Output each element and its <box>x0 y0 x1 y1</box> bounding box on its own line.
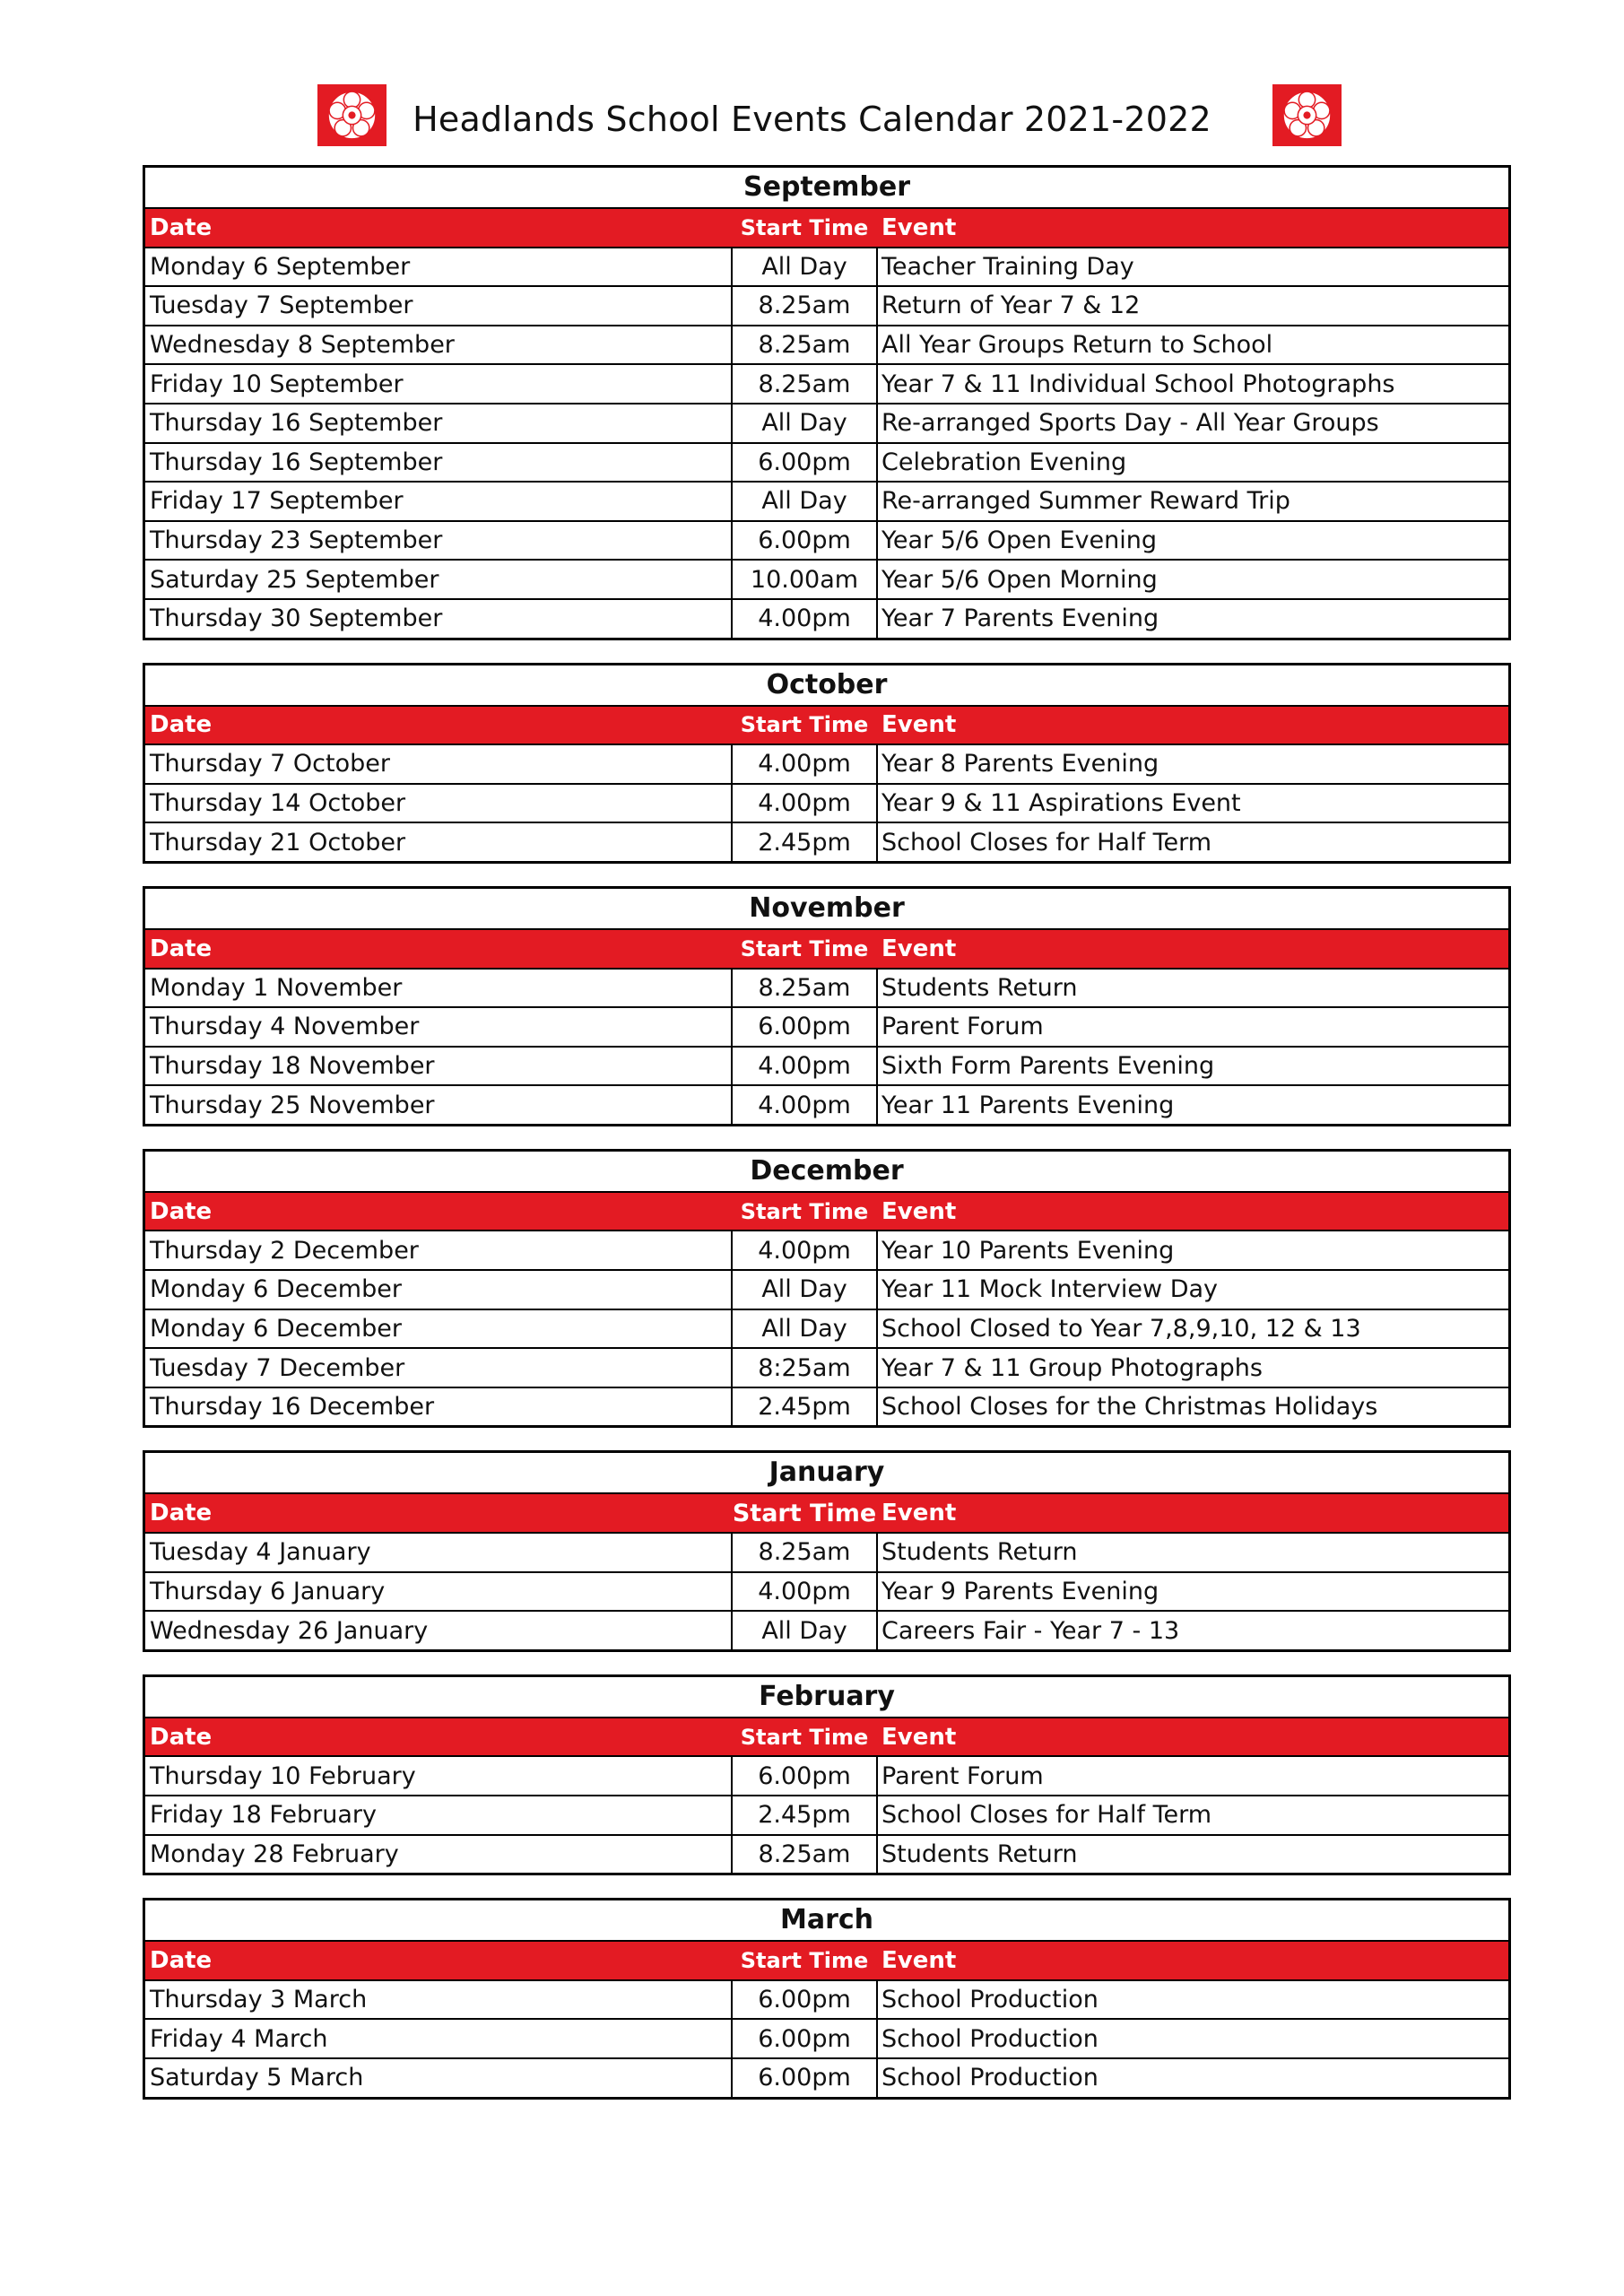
event-date: Monday 6 December <box>145 1310 733 1348</box>
date-column-header: Date <box>145 930 733 968</box>
event-date: Friday 10 September <box>145 365 733 403</box>
event-name: School Closed to Year 7,8,9,10, 12 & 13 <box>881 1314 1361 1343</box>
start-time-column-header: Start Time <box>733 1942 878 1979</box>
event-start-time: 2.45pm <box>733 823 878 861</box>
table-row <box>145 1086 1508 1124</box>
event-date: Tuesday 7 December <box>145 1349 733 1387</box>
start-time-column-header: Start Time <box>733 209 878 247</box>
event-name: Parent Forum <box>881 1013 1044 1041</box>
event-name: Year 7 & 11 Individual School Photographs <box>881 370 1395 398</box>
table-header-row <box>145 1494 1508 1534</box>
month-title: September <box>145 168 1508 209</box>
event-date: Friday 18 February <box>145 1796 733 1834</box>
event-date: Thursday 16 December <box>145 1388 733 1426</box>
event-name: All Year Groups Return to School <box>881 331 1273 360</box>
table-row <box>145 1388 1508 1426</box>
table-row <box>145 1981 1508 2021</box>
event-column-header: Event <box>881 1500 957 1527</box>
event-start-time: All Day <box>733 1612 878 1649</box>
event-date: Wednesday 26 January <box>145 1612 733 1649</box>
event-date: Thursday 16 September <box>145 404 733 442</box>
event-name: Celebration Evening <box>881 448 1127 476</box>
event-start-time: 4.00pm <box>733 1086 878 1124</box>
event-start-time: All Day <box>733 483 878 520</box>
event-name: Year 9 & 11 Aspirations Event <box>881 789 1241 818</box>
month-table-january <box>143 1450 1511 1651</box>
table-row <box>145 1573 1508 1613</box>
event-date: Monday 6 September <box>145 248 733 286</box>
event-column-header: Event <box>881 1723 957 1751</box>
month-table-november <box>143 886 1511 1126</box>
event-date: Tuesday 7 September <box>145 287 733 325</box>
event-start-time: 6.00pm <box>733 1008 878 1046</box>
event-name: Re-arranged Sports Day - All Year Groups <box>881 409 1379 438</box>
event-name: Year 11 Mock Interview Day <box>881 1275 1219 1304</box>
event-date: Friday 4 March <box>145 2020 733 2057</box>
table-row <box>145 287 1508 326</box>
event-name: Re-arranged Summer Reward Trip <box>881 487 1290 516</box>
start-time-column-header: Start Time <box>733 1718 878 1756</box>
event-start-time: 6.00pm <box>733 1757 878 1795</box>
table-row <box>145 444 1508 483</box>
event-start-time: 8:25am <box>733 1349 878 1387</box>
event-start-time: 4.00pm <box>733 1048 878 1085</box>
date-column-header: Date <box>145 209 733 247</box>
event-name: Students Return <box>881 1839 1078 1868</box>
table-row <box>145 785 1508 824</box>
event-name: Students Return <box>881 973 1078 1002</box>
event-date: Thursday 3 March <box>145 1981 733 2019</box>
event-start-time: 2.45pm <box>733 1388 878 1426</box>
event-name: School Production <box>881 2024 1099 2053</box>
date-column-header: Date <box>145 1942 733 1979</box>
month-title: December <box>145 1152 1508 1193</box>
event-start-time: All Day <box>733 1271 878 1309</box>
event-date: Thursday 16 September <box>145 444 733 482</box>
event-name: School Closes for the Christmas Holidays <box>881 1393 1378 1422</box>
event-column-header: Event <box>881 213 957 241</box>
date-column-header: Date <box>145 1193 733 1231</box>
table-row <box>145 522 1508 561</box>
table-header-row <box>145 1193 1508 1232</box>
event-name: Year 11 Parents Evening <box>881 1091 1175 1119</box>
event-date: Thursday 10 February <box>145 1757 733 1795</box>
event-date: Thursday 6 January <box>145 1573 733 1611</box>
table-header-row <box>145 930 1508 970</box>
event-start-time: All Day <box>733 1310 878 1348</box>
table-row <box>145 970 1508 1009</box>
table-row <box>145 483 1508 522</box>
event-date: Thursday 14 October <box>145 785 733 822</box>
event-name: School Production <box>881 1986 1099 2014</box>
table-row <box>145 1612 1508 1649</box>
event-column-header: Event <box>881 1197 957 1225</box>
event-date: Thursday 21 October <box>145 823 733 861</box>
event-name: Parent Forum <box>881 1761 1044 1790</box>
event-column-header: Event <box>881 1946 957 1974</box>
event-name: Year 10 Parents Evening <box>881 1236 1175 1265</box>
event-name: Year 7 & 11 Group Photographs <box>881 1353 1263 1382</box>
table-row <box>145 326 1508 366</box>
table-row <box>145 1271 1508 1310</box>
table-row <box>145 365 1508 404</box>
event-start-time: 4.00pm <box>733 600 878 638</box>
month-table-october <box>143 663 1511 864</box>
start-time-column-header: Start Time <box>733 707 878 744</box>
start-time-column-header: Start Time <box>733 1193 878 1231</box>
event-name: Year 7 Parents Evening <box>881 604 1159 633</box>
event-date: Tuesday 4 January <box>145 1534 733 1571</box>
event-date: Monday 6 December <box>145 1271 733 1309</box>
event-start-time: 6.00pm <box>733 2020 878 2057</box>
table-header-row <box>145 1942 1508 1981</box>
table-row <box>145 1534 1508 1573</box>
page-title: Headlands School Events Calendar 2021-2022 <box>413 100 1211 139</box>
event-date: Friday 17 September <box>145 483 733 520</box>
event-date: Thursday 2 December <box>145 1231 733 1269</box>
event-start-time: 8.25am <box>733 970 878 1007</box>
rose-emblem-icon <box>1272 84 1342 146</box>
event-date: Thursday 18 November <box>145 1048 733 1085</box>
month-title: January <box>145 1453 1508 1494</box>
event-name: Year 5/6 Open Evening <box>881 526 1157 555</box>
table-row <box>145 248 1508 288</box>
event-date: Saturday 25 September <box>145 561 733 598</box>
event-date: Thursday 4 November <box>145 1008 733 1046</box>
table-row <box>145 1231 1508 1271</box>
event-date: Thursday 23 September <box>145 522 733 560</box>
page-header <box>0 79 1624 178</box>
event-start-time: 6.00pm <box>733 1981 878 2019</box>
event-name: Year 8 Parents Evening <box>881 750 1159 778</box>
table-row <box>145 404 1508 444</box>
event-name: Return of Year 7 & 12 <box>881 291 1141 320</box>
event-start-time: All Day <box>733 404 878 442</box>
month-title: February <box>145 1677 1508 1718</box>
event-date: Thursday 7 October <box>145 745 733 783</box>
event-name: Students Return <box>881 1538 1078 1567</box>
table-row <box>145 2020 1508 2059</box>
event-start-time: 2.45pm <box>733 1796 878 1834</box>
month-title: October <box>145 665 1508 707</box>
event-name: School Closes for Half Term <box>881 828 1212 857</box>
event-name: Year 5/6 Open Morning <box>881 565 1158 594</box>
event-start-time: 4.00pm <box>733 1573 878 1611</box>
month-table-december <box>143 1149 1511 1429</box>
month-table-september <box>143 165 1511 640</box>
events-calendar <box>143 165 1511 2122</box>
date-column-header: Date <box>145 1494 733 1532</box>
event-start-time: 10.00am <box>733 561 878 598</box>
event-start-time: 4.00pm <box>733 1231 878 1269</box>
event-start-time: 8.25am <box>733 287 878 325</box>
event-name: School Closes for Half Term <box>881 1801 1212 1830</box>
event-start-time: All Day <box>733 248 878 286</box>
table-row <box>145 561 1508 600</box>
table-row <box>145 1349 1508 1388</box>
table-row <box>145 823 1508 861</box>
date-column-header: Date <box>145 707 733 744</box>
event-start-time: 8.25am <box>733 326 878 364</box>
table-row <box>145 1048 1508 1087</box>
table-row <box>145 2059 1508 2097</box>
event-name: School Production <box>881 2064 1099 2092</box>
event-start-time: 4.00pm <box>733 785 878 822</box>
table-row <box>145 1757 1508 1796</box>
table-header-row <box>145 209 1508 248</box>
table-row <box>145 1796 1508 1836</box>
start-time-column-header: Start Time <box>733 1494 878 1532</box>
table-row <box>145 745 1508 785</box>
event-start-time: 6.00pm <box>733 522 878 560</box>
event-start-time: 8.25am <box>733 1534 878 1571</box>
event-start-time: 6.00pm <box>733 444 878 482</box>
month-table-february <box>143 1674 1511 1875</box>
event-date: Saturday 5 March <box>145 2059 733 2097</box>
event-start-time: 8.25am <box>733 365 878 403</box>
event-column-header: Event <box>881 935 957 962</box>
event-name: Teacher Training Day <box>881 252 1134 281</box>
event-date: Monday 28 February <box>145 1836 733 1874</box>
event-start-time: 8.25am <box>733 1836 878 1874</box>
event-column-header: Event <box>881 711 957 739</box>
event-name: Sixth Form Parents Evening <box>881 1051 1215 1080</box>
month-title: March <box>145 1900 1508 1942</box>
event-start-time: 4.00pm <box>733 745 878 783</box>
table-row <box>145 1310 1508 1350</box>
table-row <box>145 1008 1508 1048</box>
start-time-column-header: Start Time <box>733 930 878 968</box>
table-row <box>145 1836 1508 1874</box>
event-date: Wednesday 8 September <box>145 326 733 364</box>
date-column-header: Date <box>145 1718 733 1756</box>
month-table-march <box>143 1898 1511 2099</box>
event-name: Year 9 Parents Evening <box>881 1577 1159 1605</box>
table-header-row <box>145 707 1508 746</box>
table-header-row <box>145 1718 1508 1758</box>
event-date: Thursday 25 November <box>145 1086 733 1124</box>
event-date: Thursday 30 September <box>145 600 733 638</box>
event-date: Monday 1 November <box>145 970 733 1007</box>
table-row <box>145 600 1508 638</box>
event-name: Careers Fair - Year 7 - 13 <box>881 1616 1180 1645</box>
month-title: November <box>145 889 1508 930</box>
event-start-time: 6.00pm <box>733 2059 878 2097</box>
